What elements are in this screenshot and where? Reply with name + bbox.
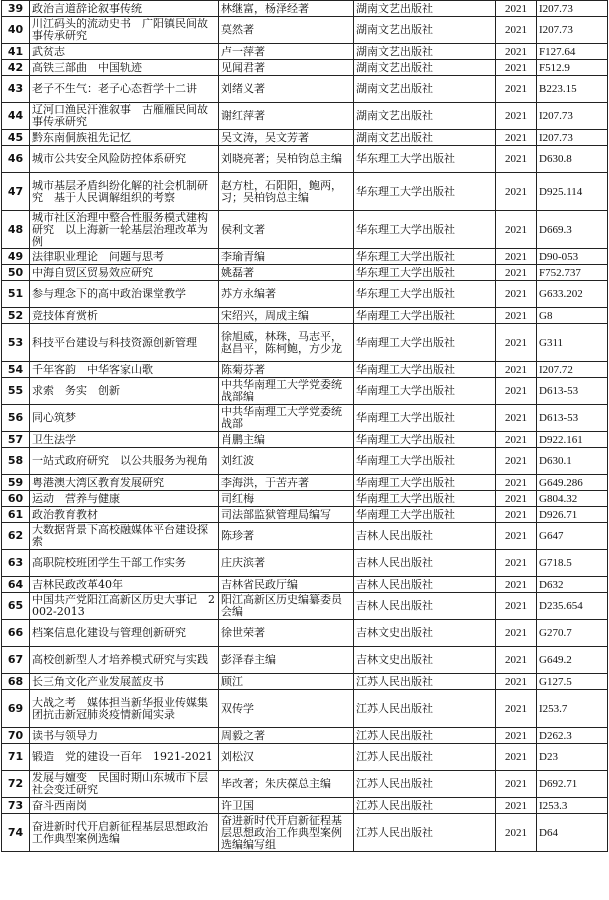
publisher-cell: 吉林人民出版社 — [354, 550, 496, 577]
title-cell: 高校创新型人才培养模式研究与实践 — [30, 647, 219, 674]
year-cell: 2021 — [496, 593, 537, 620]
row-number-cell: 72 — [2, 771, 30, 798]
publisher-cell: 华南理工大学出版社 — [354, 475, 496, 491]
table-row — [2, 620, 608, 647]
row-number-cell: 42 — [2, 60, 30, 76]
publisher-cell: 吉林人民出版社 — [354, 523, 496, 550]
title-cell: 黔东南侗族祖先记忆 — [30, 130, 219, 146]
table-row — [2, 647, 608, 674]
classification-cell: I207.73 — [537, 130, 608, 146]
author-cell: 彭泽春主编 — [219, 647, 354, 674]
publisher-cell: 湖南文艺出版社 — [354, 60, 496, 76]
year-cell: 2021 — [496, 281, 537, 308]
book-list-page — [1, 0, 607, 852]
author-cell: 司红梅 — [219, 491, 354, 507]
year-cell: 2021 — [496, 771, 537, 798]
publisher-cell: 吉林人民出版社 — [354, 577, 496, 593]
table-row — [2, 76, 608, 103]
title-cell: 城市社区治理中整合性服务模式建构研究 以上海新一轮基层治理改革为例 — [30, 211, 219, 249]
table-row — [2, 577, 608, 593]
row-number-cell: 66 — [2, 620, 30, 647]
title-cell: 发展与嬗变 民国时期山东城市下层社会变迁研究 — [30, 771, 219, 798]
year-cell: 2021 — [496, 324, 537, 362]
table-row — [2, 249, 608, 265]
publisher-cell: 湖南文艺出版社 — [354, 130, 496, 146]
classification-cell: D922.161 — [537, 432, 608, 448]
table-row — [2, 362, 608, 378]
row-number-cell: 73 — [2, 798, 30, 814]
classification-cell: D64 — [537, 814, 608, 852]
title-cell: 政治言道辞论叙事传统 — [30, 1, 219, 17]
table-row — [2, 593, 608, 620]
title-cell: 锻造 党的建设一百年 1921-2021 — [30, 744, 219, 771]
year-cell: 2021 — [496, 76, 537, 103]
row-number-cell: 68 — [2, 674, 30, 690]
author-cell: 李海洪，于苦卉著 — [219, 475, 354, 491]
table-row — [2, 475, 608, 491]
title-cell: 读书与领导力 — [30, 728, 219, 744]
author-cell: 宋绍兴，周成主编 — [219, 308, 354, 324]
row-number-cell: 60 — [2, 491, 30, 507]
publisher-cell: 华东理工大学出版社 — [354, 146, 496, 173]
publisher-cell: 华南理工大学出版社 — [354, 405, 496, 432]
title-cell: 中国共产党阳江高新区历史大事记 2002-2013 — [30, 593, 219, 620]
table-row — [2, 44, 608, 60]
year-cell: 2021 — [496, 647, 537, 674]
table-row — [2, 60, 608, 76]
classification-cell: I207.73 — [537, 1, 608, 17]
publisher-cell: 湖南文艺出版社 — [354, 17, 496, 44]
author-cell: 李瑜青编 — [219, 249, 354, 265]
row-number-cell: 39 — [2, 1, 30, 17]
row-number-cell: 74 — [2, 814, 30, 852]
classification-cell: F512.9 — [537, 60, 608, 76]
title-cell: 大战之考 媒体担当新华报业传媒集团抗击新冠肺炎疫情新闻实录 — [30, 690, 219, 728]
year-cell: 2021 — [496, 475, 537, 491]
row-number-cell: 64 — [2, 577, 30, 593]
publisher-cell: 华东理工大学出版社 — [354, 281, 496, 308]
author-cell: 陈菊芬著 — [219, 362, 354, 378]
year-cell: 2021 — [496, 146, 537, 173]
row-number-cell: 57 — [2, 432, 30, 448]
classification-cell: D235.654 — [537, 593, 608, 620]
author-cell: 中共华南理工大学党委统战部 — [219, 405, 354, 432]
title-cell: 大数据背景下高校融媒体平台建设探索 — [30, 523, 219, 550]
table-row — [2, 173, 608, 211]
classification-cell: D692.71 — [537, 771, 608, 798]
title-cell: 档案信息化建设与管理创新研究 — [30, 620, 219, 647]
classification-cell: D926.71 — [537, 507, 608, 523]
publisher-cell: 湖南文艺出版社 — [354, 1, 496, 17]
row-number-cell: 51 — [2, 281, 30, 308]
author-cell: 司法部监狱管理局编写 — [219, 507, 354, 523]
title-cell: 吉林民政改革40年 — [30, 577, 219, 593]
year-cell: 2021 — [496, 265, 537, 281]
classification-cell: D925.114 — [537, 173, 608, 211]
title-cell: 奋进新时代开启新征程基层思想政治工作典型案例选编 — [30, 814, 219, 852]
year-cell: 2021 — [496, 130, 537, 146]
year-cell: 2021 — [496, 507, 537, 523]
publisher-cell: 湖南文艺出版社 — [354, 103, 496, 130]
table-row — [2, 103, 608, 130]
classification-cell: D630.8 — [537, 146, 608, 173]
table-row — [2, 690, 608, 728]
row-number-cell: 52 — [2, 308, 30, 324]
classification-cell: G311 — [537, 324, 608, 362]
row-number-cell: 48 — [2, 211, 30, 249]
title-cell: 一站式政府研究 以公共服务为视角 — [30, 448, 219, 475]
classification-cell: G647 — [537, 523, 608, 550]
year-cell: 2021 — [496, 405, 537, 432]
row-number-cell: 59 — [2, 475, 30, 491]
author-cell: 奋进新时代开启新征程基层思想政治工作典型案例选编编写组 — [219, 814, 354, 852]
book-table — [1, 0, 608, 852]
classification-cell: G8 — [537, 308, 608, 324]
classification-cell: D630.1 — [537, 448, 608, 475]
row-number-cell: 46 — [2, 146, 30, 173]
classification-cell: D23 — [537, 744, 608, 771]
row-number-cell: 43 — [2, 76, 30, 103]
table-row — [2, 281, 608, 308]
row-number-cell: 71 — [2, 744, 30, 771]
row-number-cell: 65 — [2, 593, 30, 620]
classification-cell: G804.32 — [537, 491, 608, 507]
table-row — [2, 771, 608, 798]
title-cell: 参与理念下的高中政治课堂教学 — [30, 281, 219, 308]
row-number-cell: 54 — [2, 362, 30, 378]
row-number-cell: 56 — [2, 405, 30, 432]
row-number-cell: 41 — [2, 44, 30, 60]
classification-cell: D90-053 — [537, 249, 608, 265]
author-cell: 刘绪义著 — [219, 76, 354, 103]
classification-cell: D613-53 — [537, 378, 608, 405]
publisher-cell: 江苏人民出版社 — [354, 728, 496, 744]
title-cell: 高职院校班团学生干部工作实务 — [30, 550, 219, 577]
row-number-cell: 69 — [2, 690, 30, 728]
year-cell: 2021 — [496, 60, 537, 76]
author-cell: 苏方永编著 — [219, 281, 354, 308]
title-cell: 奋斗西南岗 — [30, 798, 219, 814]
year-cell: 2021 — [496, 249, 537, 265]
year-cell: 2021 — [496, 523, 537, 550]
table-row — [2, 448, 608, 475]
classification-cell: I207.72 — [537, 362, 608, 378]
publisher-cell: 华南理工大学出版社 — [354, 491, 496, 507]
author-cell: 毕改著；朱庆葆总主编 — [219, 771, 354, 798]
table-row — [2, 211, 608, 249]
author-cell: 林继富，杨泽经著 — [219, 1, 354, 17]
publisher-cell: 华南理工大学出版社 — [354, 378, 496, 405]
classification-cell: G649.2 — [537, 647, 608, 674]
author-cell: 阳江高新区历史编纂委员会编 — [219, 593, 354, 620]
author-cell: 侯利文著 — [219, 211, 354, 249]
author-cell: 徐世荣著 — [219, 620, 354, 647]
publisher-cell: 华南理工大学出版社 — [354, 308, 496, 324]
publisher-cell: 江苏人民出版社 — [354, 744, 496, 771]
row-number-cell: 50 — [2, 265, 30, 281]
publisher-cell: 华南理工大学出版社 — [354, 324, 496, 362]
table-row — [2, 744, 608, 771]
year-cell: 2021 — [496, 690, 537, 728]
author-cell: 姚磊著 — [219, 265, 354, 281]
table-row — [2, 728, 608, 744]
classification-cell: I207.73 — [537, 17, 608, 44]
publisher-cell: 华东理工大学出版社 — [354, 211, 496, 249]
author-cell: 刘红波 — [219, 448, 354, 475]
row-number-cell: 62 — [2, 523, 30, 550]
table-row — [2, 491, 608, 507]
row-number-cell: 47 — [2, 173, 30, 211]
publisher-cell: 江苏人民出版社 — [354, 674, 496, 690]
year-cell: 2021 — [496, 577, 537, 593]
year-cell: 2021 — [496, 550, 537, 577]
year-cell: 2021 — [496, 491, 537, 507]
year-cell: 2021 — [496, 814, 537, 852]
author-cell: 谢红萍著 — [219, 103, 354, 130]
author-cell: 顾江 — [219, 674, 354, 690]
author-cell: 见闻君著 — [219, 60, 354, 76]
book-table-body — [2, 1, 608, 852]
classification-cell: F127.64 — [537, 44, 608, 60]
title-cell: 求索 务实 创新 — [30, 378, 219, 405]
publisher-cell: 江苏人民出版社 — [354, 814, 496, 852]
publisher-cell: 江苏人民出版社 — [354, 690, 496, 728]
year-cell: 2021 — [496, 103, 537, 130]
title-cell: 运动 营养与健康 — [30, 491, 219, 507]
publisher-cell: 华南理工大学出版社 — [354, 362, 496, 378]
title-cell: 老子不生气：老子心态哲学十二讲 — [30, 76, 219, 103]
classification-cell: I207.73 — [537, 103, 608, 130]
publisher-cell: 华南理工大学出版社 — [354, 432, 496, 448]
publisher-cell: 华东理工大学出版社 — [354, 265, 496, 281]
table-row — [2, 265, 608, 281]
year-cell: 2021 — [496, 728, 537, 744]
title-cell: 粤港澳大湾区教育发展研究 — [30, 475, 219, 491]
row-number-cell: 63 — [2, 550, 30, 577]
author-cell: 刘松汉 — [219, 744, 354, 771]
table-row — [2, 550, 608, 577]
row-number-cell: 40 — [2, 17, 30, 44]
classification-cell: G127.5 — [537, 674, 608, 690]
title-cell: 武贫志 — [30, 44, 219, 60]
classification-cell: D669.3 — [537, 211, 608, 249]
title-cell: 川江码头的流动史书 广阳镇民间故事传承研究 — [30, 17, 219, 44]
classification-cell: I253.3 — [537, 798, 608, 814]
classification-cell: D632 — [537, 577, 608, 593]
year-cell: 2021 — [496, 432, 537, 448]
row-number-cell: 67 — [2, 647, 30, 674]
title-cell: 城市公共安全风险防控体系研究 — [30, 146, 219, 173]
author-cell: 徐旭威，林珠，马志平，赵昌平，陈柯鲍，方少龙 — [219, 324, 354, 362]
year-cell: 2021 — [496, 308, 537, 324]
year-cell: 2021 — [496, 362, 537, 378]
table-row — [2, 378, 608, 405]
title-cell: 竞技体育赏析 — [30, 308, 219, 324]
title-cell: 中海自贸区贸易效应研究 — [30, 265, 219, 281]
publisher-cell: 江苏人民出版社 — [354, 771, 496, 798]
title-cell: 长三角文化产业发展蓝皮书 — [30, 674, 219, 690]
classification-cell: D613-53 — [537, 405, 608, 432]
classification-cell: B223.15 — [537, 76, 608, 103]
classification-cell: G633.202 — [537, 281, 608, 308]
year-cell: 2021 — [496, 798, 537, 814]
publisher-cell: 吉林文史出版社 — [354, 620, 496, 647]
year-cell: 2021 — [496, 620, 537, 647]
title-cell: 千年客韵 中华客家山歌 — [30, 362, 219, 378]
year-cell: 2021 — [496, 17, 537, 44]
publisher-cell: 湖南文艺出版社 — [354, 76, 496, 103]
classification-cell: I253.7 — [537, 690, 608, 728]
title-cell: 城市基层矛盾纠纷化解的社会机制研究 基于人民调解组织的考察 — [30, 173, 219, 211]
author-cell: 许卫国 — [219, 798, 354, 814]
author-cell: 莫然著 — [219, 17, 354, 44]
author-cell: 吴文涛，吴文芳著 — [219, 130, 354, 146]
title-cell: 辽河口渔民汗淮叙事 古雁雁民间故事传承研究 — [30, 103, 219, 130]
author-cell: 刘晓亮著；吴柏钧总主编 — [219, 146, 354, 173]
author-cell: 庄庆滨著 — [219, 550, 354, 577]
classification-cell: G270.7 — [537, 620, 608, 647]
table-row — [2, 17, 608, 44]
title-cell: 科技平台建设与科技资源创新管理 — [30, 324, 219, 362]
title-cell: 卫生法学 — [30, 432, 219, 448]
year-cell: 2021 — [496, 211, 537, 249]
row-number-cell: 55 — [2, 378, 30, 405]
row-number-cell: 70 — [2, 728, 30, 744]
author-cell: 卢一萍著 — [219, 44, 354, 60]
author-cell: 吉林省民政厅编 — [219, 577, 354, 593]
publisher-cell: 华东理工大学出版社 — [354, 249, 496, 265]
year-cell: 2021 — [496, 744, 537, 771]
publisher-cell: 湖南文艺出版社 — [354, 44, 496, 60]
title-cell: 法律职业理论 问题与思考 — [30, 249, 219, 265]
author-cell: 赵方杜，石阳阳，鲍两，习；吴柏钧总主编 — [219, 173, 354, 211]
year-cell: 2021 — [496, 674, 537, 690]
publisher-cell: 华南理工大学出版社 — [354, 507, 496, 523]
row-number-cell: 58 — [2, 448, 30, 475]
table-row — [2, 674, 608, 690]
table-row — [2, 814, 608, 852]
author-cell: 陈珍著 — [219, 523, 354, 550]
classification-cell: G718.5 — [537, 550, 608, 577]
table-row — [2, 130, 608, 146]
author-cell: 周毅之著 — [219, 728, 354, 744]
publisher-cell: 华南理工大学出版社 — [354, 448, 496, 475]
author-cell: 中共华南理工大学党委统战部编 — [219, 378, 354, 405]
year-cell: 2021 — [496, 44, 537, 60]
year-cell: 2021 — [496, 173, 537, 211]
year-cell: 2021 — [496, 448, 537, 475]
row-number-cell: 49 — [2, 249, 30, 265]
title-cell: 政治教育教材 — [30, 507, 219, 523]
classification-cell: D262.3 — [537, 728, 608, 744]
publisher-cell: 华东理工大学出版社 — [354, 173, 496, 211]
row-number-cell: 44 — [2, 103, 30, 130]
table-row — [2, 523, 608, 550]
row-number-cell: 45 — [2, 130, 30, 146]
table-row — [2, 146, 608, 173]
table-row — [2, 798, 608, 814]
title-cell: 高铁三部曲 中国轨迹 — [30, 60, 219, 76]
table-row — [2, 405, 608, 432]
year-cell: 2021 — [496, 378, 537, 405]
publisher-cell: 吉林文史出版社 — [354, 647, 496, 674]
table-row — [2, 507, 608, 523]
classification-cell: F752.737 — [537, 265, 608, 281]
table-row — [2, 324, 608, 362]
table-row — [2, 1, 608, 17]
title-cell: 同心筑梦 — [30, 405, 219, 432]
author-cell: 双传学 — [219, 690, 354, 728]
table-row — [2, 432, 608, 448]
table-row — [2, 308, 608, 324]
row-number-cell: 61 — [2, 507, 30, 523]
publisher-cell: 吉林人民出版社 — [354, 593, 496, 620]
classification-cell: G649.286 — [537, 475, 608, 491]
row-number-cell: 53 — [2, 324, 30, 362]
publisher-cell: 江苏人民出版社 — [354, 798, 496, 814]
year-cell: 2021 — [496, 1, 537, 17]
author-cell: 肖鹏主编 — [219, 432, 354, 448]
